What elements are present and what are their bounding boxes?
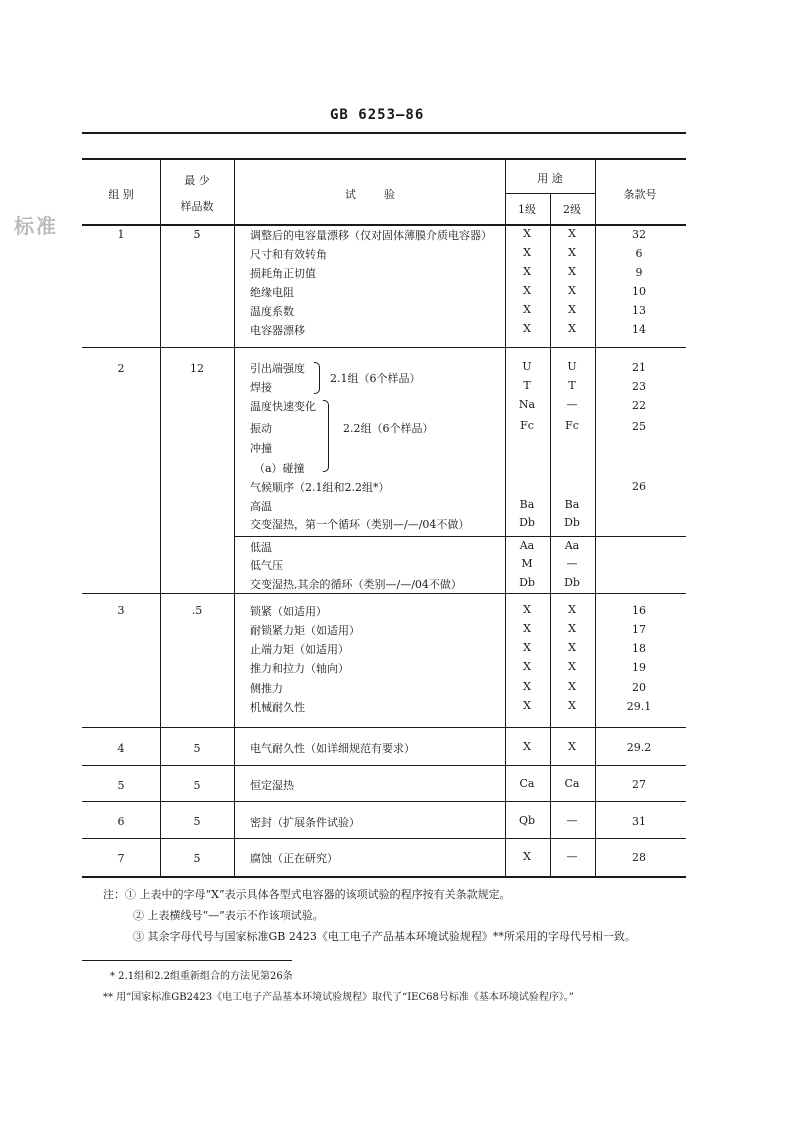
header-rule <box>82 132 686 134</box>
test-name: 推力和拉力（轴向） <box>250 662 349 675</box>
grade1-mark: U <box>522 360 532 373</box>
grade2-mark: Fc <box>565 419 579 432</box>
grade1-mark: X <box>523 322 531 335</box>
grade1-mark: Aa <box>519 539 535 552</box>
clause-number: 13 <box>632 304 646 317</box>
test-name: 损耗角正切值 <box>250 267 316 280</box>
note-1: 注：① 上表中的字母“X”表示具体各型式电容器的该项试验的程序按有关条款规定。 <box>103 888 511 901</box>
grade2-mark: U <box>567 360 577 373</box>
sample-count: .5 <box>191 604 203 617</box>
group-number: 5 <box>117 779 125 792</box>
clause-number: 31 <box>632 815 646 828</box>
group-number: 6 <box>117 815 125 828</box>
grade2-mark: Ba <box>564 498 580 511</box>
grade1-mark: X <box>523 699 531 712</box>
grade2-mark: T <box>568 379 576 392</box>
test-name: 密封（扩展条件试验） <box>250 816 360 829</box>
clause-number: 17 <box>632 623 646 636</box>
subgroup-21-label: 2.1组（6个样品） <box>330 372 421 385</box>
note-3: ③ 其余字母代号与国家标准GB 2423《电工电子产品基本环境试验规程》**所采用的字母代号相一致。 <box>133 930 636 943</box>
test-name: 低气压 <box>250 559 283 572</box>
grade2-mark: X <box>568 227 576 240</box>
grade1-mark: X <box>523 246 531 259</box>
clause-number: 21 <box>632 361 646 374</box>
test-name: 冲撞 <box>250 442 272 455</box>
grade2-mark: X <box>568 699 576 712</box>
clause-number: 10 <box>632 285 646 298</box>
test-name: 尺寸和有效转角 <box>250 248 327 261</box>
test-name: 交变湿热，第一个循环（类别—/—/04不做） <box>250 518 470 531</box>
clause-number: 19 <box>632 661 646 674</box>
col-header-usage: 用 途 <box>537 172 563 185</box>
test-name: 温度系数 <box>250 305 294 318</box>
grade1-mark: X <box>523 603 531 616</box>
test-name: 焊接 <box>250 381 272 394</box>
document-header: GB 6253—86 <box>330 107 425 123</box>
clause-number: 32 <box>632 228 646 241</box>
test-name: 引出端强度 <box>250 362 305 375</box>
grade1-mark: X <box>523 660 531 673</box>
grade1-mark: X <box>523 622 531 635</box>
test-name: 侧推力 <box>250 682 283 695</box>
grade1-mark: Fc <box>520 419 534 432</box>
grade2-mark: — <box>566 814 578 827</box>
side-stamp: 标准 <box>14 214 58 238</box>
clause-number: 18 <box>632 642 646 655</box>
test-name: 机械耐久性 <box>250 701 305 714</box>
sample-count: 5 <box>193 815 201 828</box>
grade1-mark: X <box>523 265 531 278</box>
test-name: 腐蚀（正在研究） <box>250 852 338 865</box>
grade2-mark: Ca <box>564 777 580 790</box>
sample-count: 5 <box>193 852 201 865</box>
grade1-mark: X <box>523 284 531 297</box>
test-name: 锁紧（如适用） <box>250 605 327 618</box>
col-header-min-samples-2: 样品数 <box>180 200 214 213</box>
group-number: 7 <box>117 852 125 865</box>
test-name: 高温 <box>250 500 272 513</box>
test-name: 交变湿热,其余的循环（类别—/—/04不做） <box>250 578 462 591</box>
grade2-mark: X <box>568 641 576 654</box>
grade2-mark: Db <box>564 516 580 529</box>
grade1-mark: X <box>523 641 531 654</box>
col-header-test: 试 验 <box>345 188 395 201</box>
grade1-mark: X <box>523 850 531 863</box>
grade2-mark: X <box>568 284 576 297</box>
grade2-mark: X <box>568 322 576 335</box>
clause-number: 29.1 <box>626 700 652 713</box>
grade1-mark: T <box>523 379 531 392</box>
grade1-mark: X <box>523 303 531 316</box>
grade2-mark: X <box>568 740 576 753</box>
grade1-mark: M <box>521 557 533 570</box>
col-header-group: 组 别 <box>108 188 134 201</box>
clause-number: 29.2 <box>626 741 652 754</box>
test-name: 耐锁紧力矩（如适用） <box>250 624 360 637</box>
clause-number: 6 <box>635 247 643 260</box>
clause-number: 23 <box>632 380 646 393</box>
clause-number: 9 <box>635 266 643 279</box>
col-header-grade1: 1级 <box>518 203 536 216</box>
grade1-mark: Na <box>518 398 536 411</box>
group-number: 1 <box>117 228 125 241</box>
subgroup-22-brace <box>323 400 329 472</box>
grade1-mark: Ba <box>519 498 535 511</box>
grade2-mark: — <box>566 557 578 570</box>
sample-count: 12 <box>190 362 204 375</box>
sample-count: 5 <box>193 779 201 792</box>
sample-count: 5 <box>193 742 201 755</box>
grade2-mark: Aa <box>564 539 580 552</box>
footnote-2: ** 用“国家标准GB2423《电工电子产品基本环境试验规程》取代了“IEC68号标准《基本环境试验程序》。” <box>103 992 574 1003</box>
test-name: 温度快速变化 <box>250 400 316 413</box>
grade1-mark: X <box>523 227 531 240</box>
grade2-mark: X <box>568 622 576 635</box>
grade2-mark: X <box>568 246 576 259</box>
subgroup-21-brace <box>314 362 320 394</box>
clause-number: 16 <box>632 604 646 617</box>
grade1-mark: Ca <box>519 777 535 790</box>
test-name: 电容器漂移 <box>250 324 305 337</box>
test-name: 调整后的电容量漂移（仅对固体薄膜介质电容器） <box>250 229 492 242</box>
test-name: 低温 <box>250 541 272 554</box>
grade2-mark: X <box>568 303 576 316</box>
grade2-mark: X <box>568 265 576 278</box>
test-name: 恒定湿热 <box>250 779 294 792</box>
footnote-rule <box>82 960 292 961</box>
clause-number: 14 <box>632 323 646 336</box>
test-name: 振动 <box>250 422 272 435</box>
footnote-1: * 2.1组和2.2组重新组合的方法见第26条 <box>110 971 293 982</box>
grade1-mark: Db <box>519 576 535 589</box>
subgroup-22-label: 2.2组（6个样品） <box>343 422 434 435</box>
test-name: 绝缘电阻 <box>250 286 294 299</box>
grade1-mark: Db <box>519 516 535 529</box>
group-number: 3 <box>117 604 125 617</box>
grade2-mark: — <box>566 398 578 411</box>
test-name: 气候顺序（2.1组和2.2组*） <box>250 481 390 494</box>
grade2-mark: X <box>568 603 576 616</box>
grade1-mark: Qb <box>518 814 536 827</box>
test-name: 止端力矩（如适用） <box>250 643 349 656</box>
clause-number: 28 <box>632 851 646 864</box>
group-number: 2 <box>117 362 125 375</box>
clause-number: 25 <box>632 420 646 433</box>
clause-number: 26 <box>632 480 646 493</box>
sample-count: 5 <box>193 228 201 241</box>
grade1-mark: X <box>523 680 531 693</box>
clause-number: 22 <box>632 399 646 412</box>
grade2-mark: Db <box>564 576 580 589</box>
clause-number: 27 <box>632 778 646 791</box>
grade1-mark: X <box>523 740 531 753</box>
clause-number: 20 <box>632 681 646 694</box>
test-name: （a）碰撞 <box>254 462 305 475</box>
note-2: ② 上表横线号“—”表示不作该项试验。 <box>133 909 324 922</box>
col-header-grade2: 2级 <box>563 203 581 216</box>
grade2-mark: X <box>568 680 576 693</box>
group-number: 4 <box>117 742 125 755</box>
test-name: 电气耐久性（如详细规范有要求） <box>250 742 415 755</box>
col-header-min-samples-1: 最 少 <box>184 174 210 187</box>
col-header-clause: 条款号 <box>623 188 657 201</box>
grade2-mark: — <box>566 850 578 863</box>
grade2-mark: X <box>568 660 576 673</box>
